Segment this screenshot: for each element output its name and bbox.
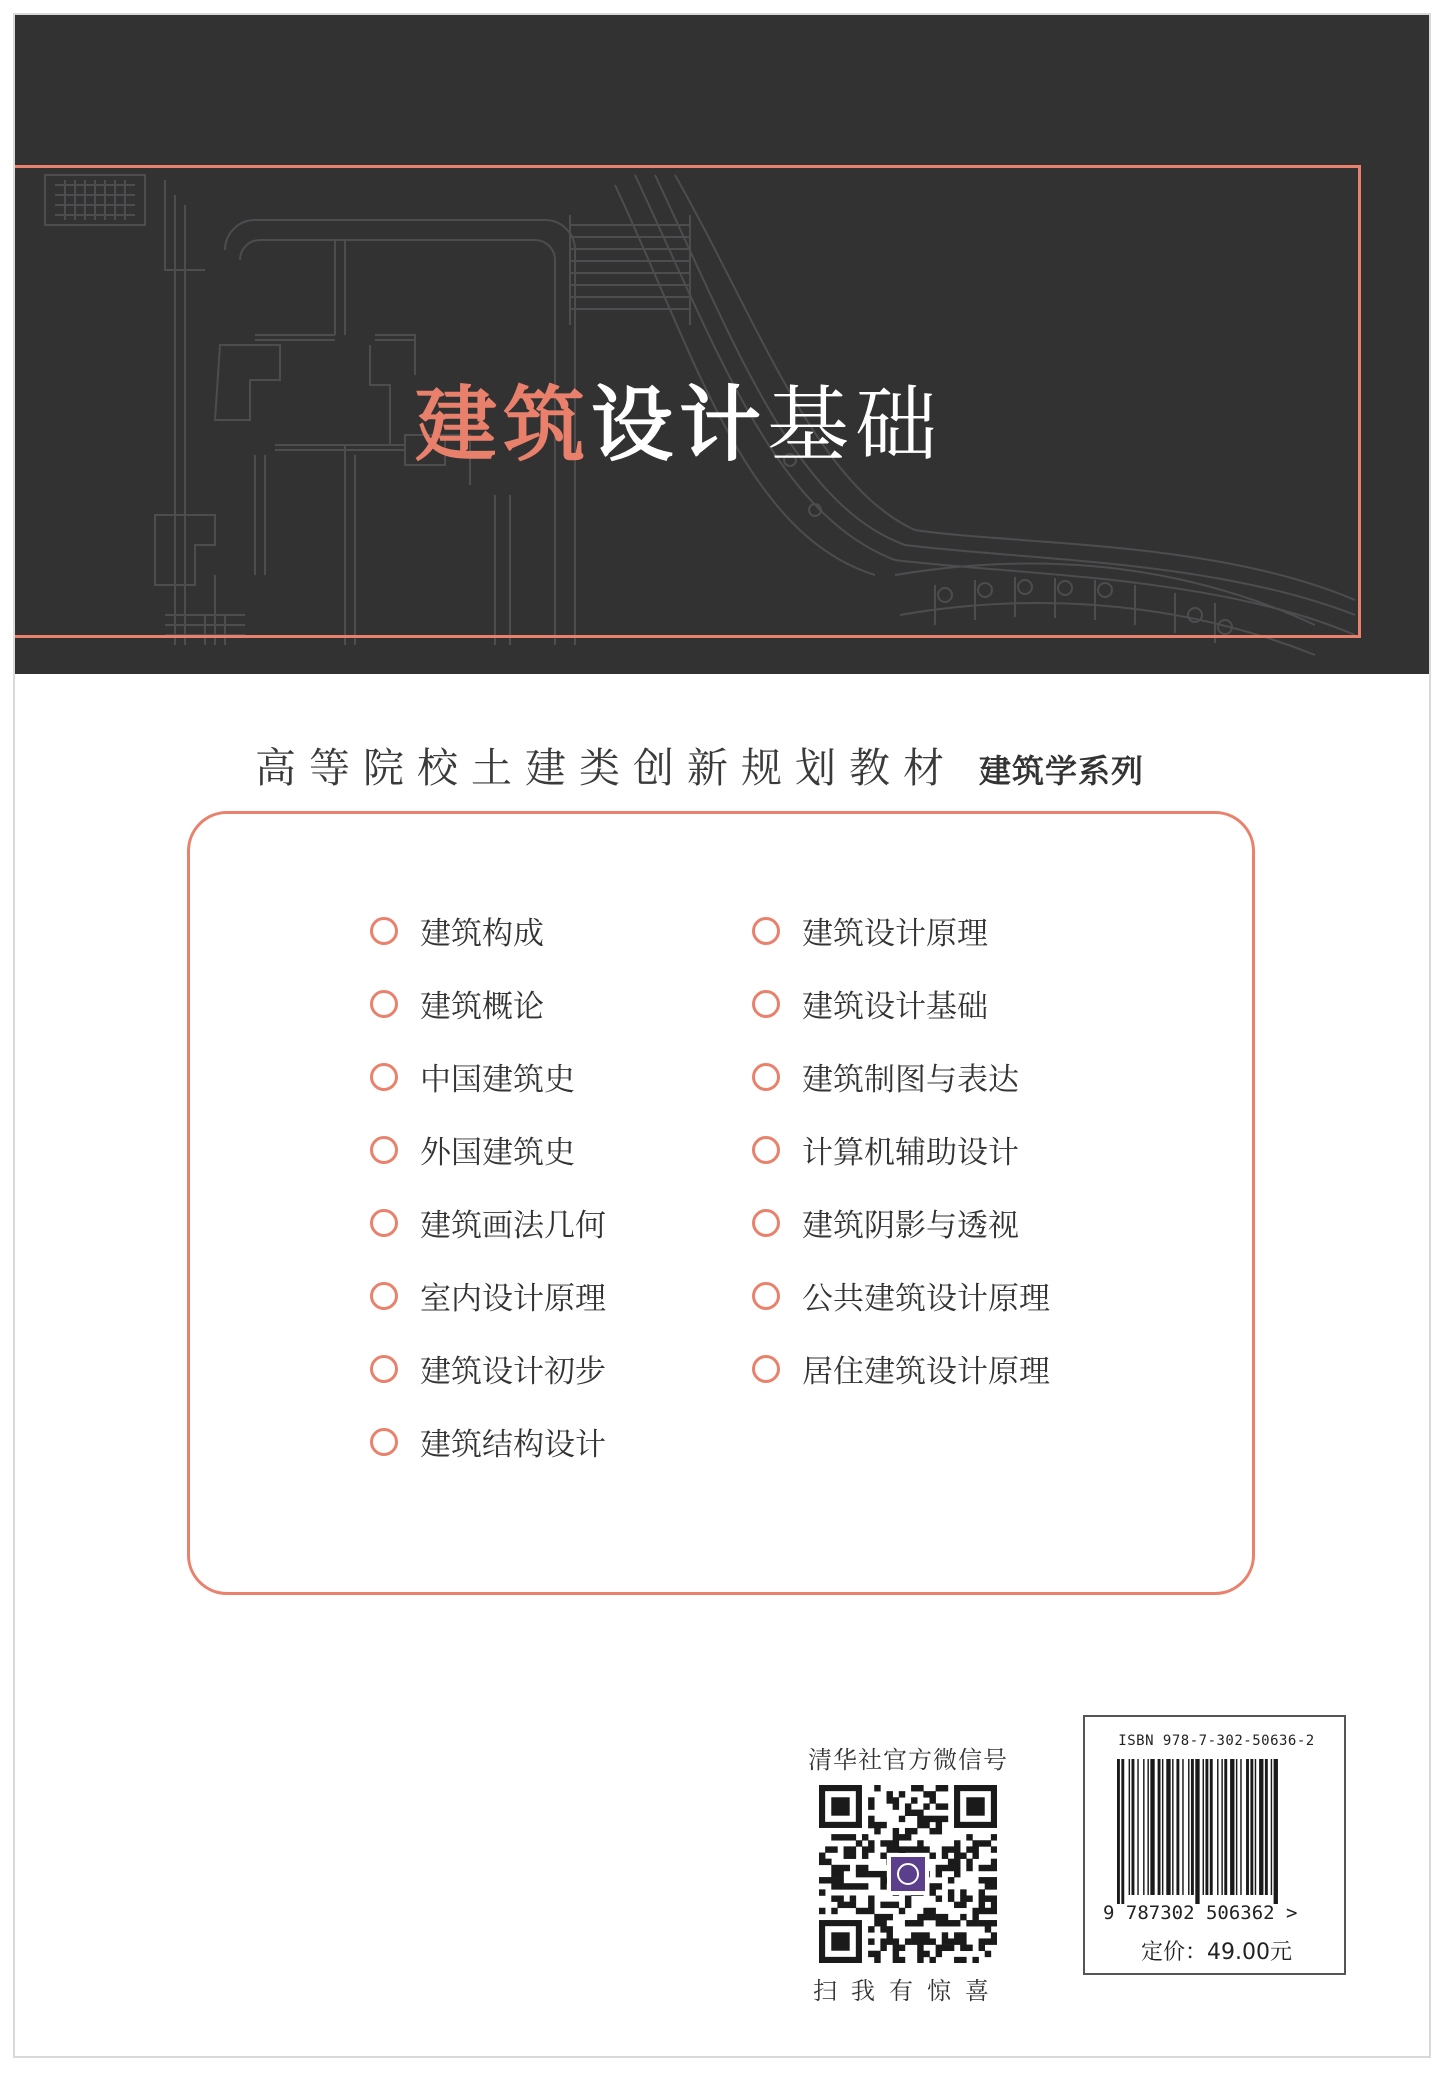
qr-code-block (793, 1740, 1023, 2006)
circle-bullet-icon (370, 1355, 398, 1383)
cover-dark-band (15, 15, 1431, 674)
book-list-item (752, 1113, 1050, 1186)
book-title: 室内设计原理 (420, 1281, 606, 1317)
book-list-item (370, 1405, 606, 1478)
series-subtitle: 建筑学系列 (979, 752, 1145, 790)
book-title: 居住建筑设计原理 (802, 1354, 1050, 1390)
book-title: 中国建筑史 (420, 1062, 575, 1098)
cover-title (415, 360, 943, 477)
series-name: 高等院校土建类创新规划教材 (255, 744, 957, 792)
book-title: 建筑结构设计 (420, 1427, 606, 1463)
qr-bottom-text: 扫我有惊喜 (813, 1977, 1003, 2005)
series-heading (255, 735, 1255, 794)
book-list-item (370, 1259, 606, 1332)
qr-code-image (819, 1785, 997, 1963)
book-title: 建筑设计初步 (420, 1354, 606, 1390)
book-title: 建筑概论 (420, 989, 544, 1025)
book-list-item (752, 894, 1050, 967)
circle-bullet-icon (370, 1209, 398, 1237)
book-title: 建筑画法几何 (420, 1208, 606, 1244)
book-title: 公共建筑设计原理 (802, 1281, 1050, 1317)
book-title: 外国建筑史 (420, 1135, 575, 1171)
book-title: 建筑制图与表达 (802, 1062, 1019, 1098)
book-list-item (752, 1259, 1050, 1332)
book-title: 建筑构成 (420, 916, 544, 952)
cover-title-part1: 建筑 (415, 378, 592, 473)
book-list-right-column (752, 894, 1050, 1405)
book-list-item (752, 967, 1050, 1040)
book-title: 计算机辅助设计 (802, 1135, 1019, 1171)
circle-bullet-icon (370, 1428, 398, 1456)
book-title: 建筑设计原理 (802, 916, 988, 952)
circle-bullet-icon (752, 1355, 780, 1383)
book-list-item (370, 1040, 606, 1113)
book-list-item (370, 1332, 606, 1405)
isbn-number: ISBN 978-7-302-50636-2 (1118, 1733, 1315, 1749)
qr-caption: 清华社官方微信号 (808, 1746, 1008, 1774)
barcode-image (1103, 1759, 1333, 1925)
circle-bullet-icon (370, 917, 398, 945)
cover-title-part2: 设计 (591, 378, 768, 473)
isbn-barcode-box (1083, 1715, 1346, 1975)
back-cover (13, 13, 1431, 2058)
book-title: 建筑设计基础 (802, 989, 988, 1025)
circle-bullet-icon (370, 1063, 398, 1091)
book-list-item (370, 894, 606, 967)
book-list-item (370, 1186, 606, 1259)
price-label: 定价：49.00元 (1141, 1940, 1292, 1965)
book-list-box (187, 811, 1255, 1595)
circle-bullet-icon (752, 990, 780, 1018)
book-list-item (370, 967, 606, 1040)
circle-bullet-icon (370, 1282, 398, 1310)
cover-title-part3: 基础 (767, 378, 944, 473)
circle-bullet-icon (370, 1136, 398, 1164)
book-list-item (752, 1186, 1050, 1259)
book-title: 建筑阴影与透视 (802, 1208, 1019, 1244)
book-list-item (752, 1332, 1050, 1405)
circle-bullet-icon (752, 1136, 780, 1164)
book-list-item (752, 1040, 1050, 1113)
book-list-item (370, 1113, 606, 1186)
circle-bullet-icon (752, 1282, 780, 1310)
circle-bullet-icon (752, 917, 780, 945)
circle-bullet-icon (370, 990, 398, 1018)
circle-bullet-icon (752, 1209, 780, 1237)
book-list-left-column (370, 894, 606, 1478)
barcode-digits: 9 787302 506362 > (1103, 1902, 1298, 1924)
circle-bullet-icon (752, 1063, 780, 1091)
